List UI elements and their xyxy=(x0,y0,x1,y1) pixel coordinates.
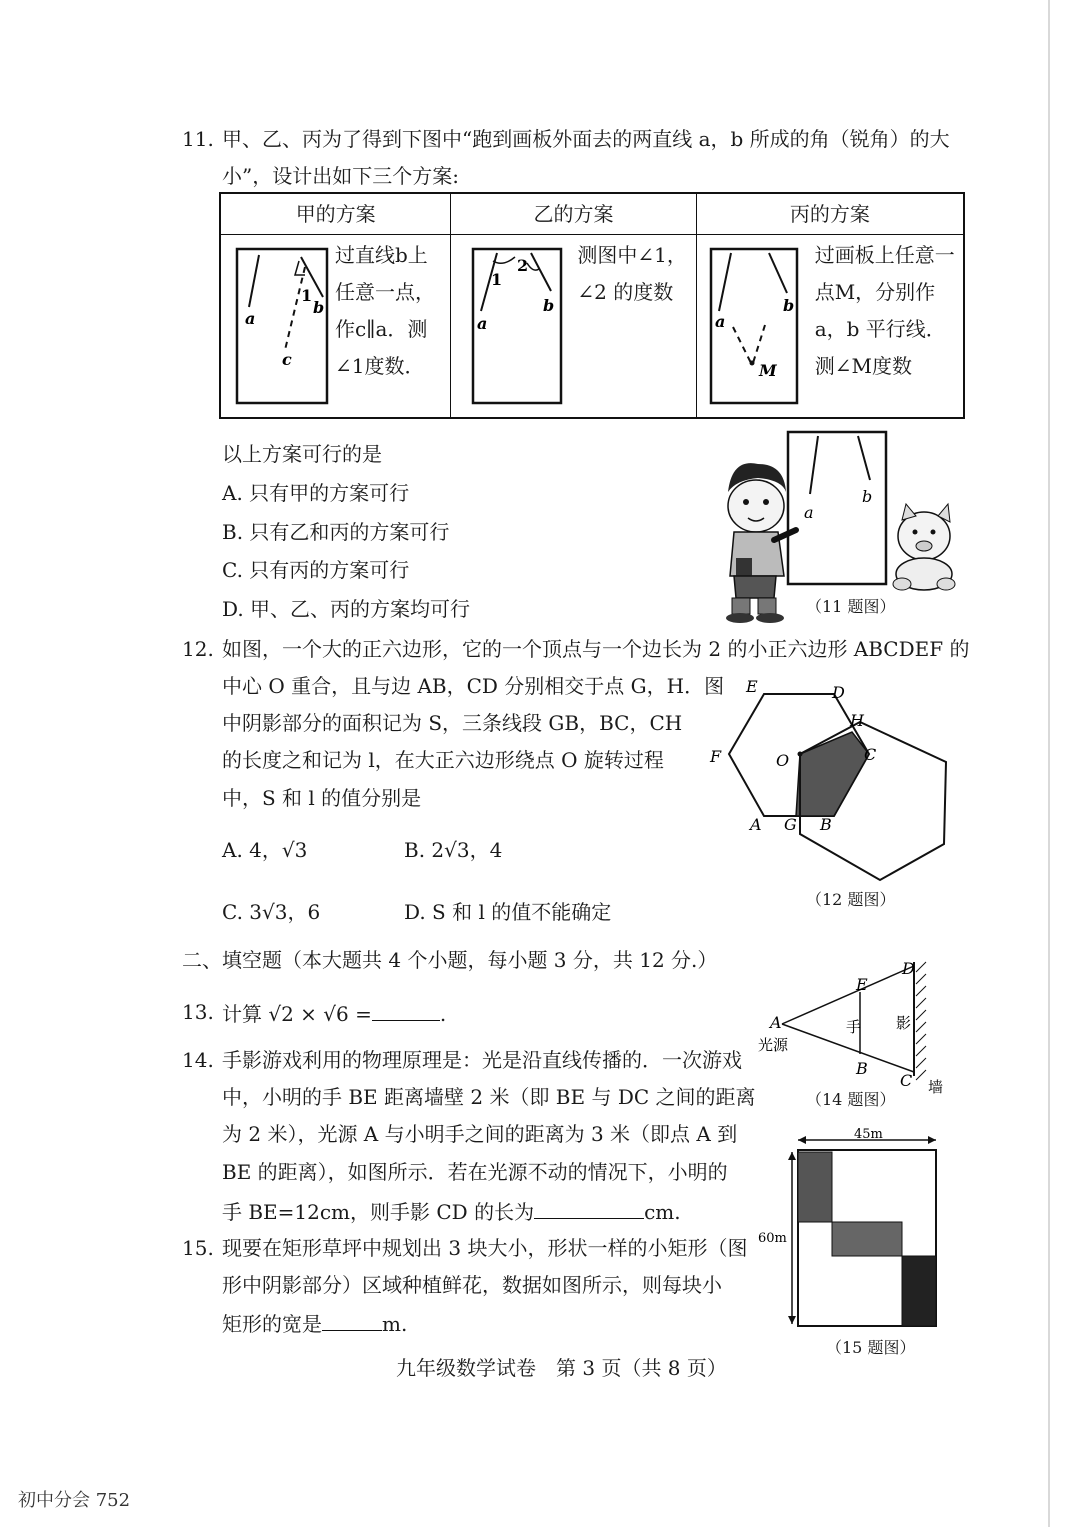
point-c-label: C xyxy=(864,745,877,764)
q13-line xyxy=(222,1000,446,1026)
q15-last-prefix: 矩形的宽是 xyxy=(222,1312,322,1336)
q11-option-d: D. 甲、乙、丙的方案均可行 xyxy=(222,597,471,621)
q14-figure xyxy=(756,958,952,1098)
q15-number: 15. xyxy=(182,1236,214,1260)
q12-line4: 的长度之和记为 l，在大正六边形绕点 O 旋转过程 xyxy=(222,748,664,772)
q13-end: . xyxy=(439,1002,447,1026)
q14-line1: 手影游戏利用的物理原理是：光是沿直线传播的．一次游戏 xyxy=(222,1048,742,1072)
q12-number: 12. xyxy=(182,637,214,661)
q12-line1: 如图，一个大的正六边形，它的一个顶点与一个边长为 2 的小正六边形 ABCDEF 的 xyxy=(222,637,970,661)
q14-light-label: 光源 xyxy=(758,1036,789,1054)
page-footer: 九年级数学试卷 第 3 页（共 8 页） xyxy=(396,1356,727,1380)
plan-yi-label-a: a xyxy=(477,314,488,333)
q12-option-c: C. 3√3，6 xyxy=(222,900,321,924)
q14-number: 14. xyxy=(182,1048,214,1072)
point-d-label: D xyxy=(832,683,845,702)
plan-bing-label-m: M xyxy=(758,361,777,380)
q12-caption: （12 题图） xyxy=(806,890,896,909)
page-edge-line xyxy=(1048,0,1050,1527)
point-b-label: B xyxy=(820,815,832,834)
q11-prompt: 以上方案可行的是 xyxy=(222,442,382,466)
point-h-label: H xyxy=(850,711,864,730)
q15-width-label: 45m xyxy=(854,1127,883,1142)
q14-line4: BE 的距离），如图所示．若在光源不动的情况下，小明的 xyxy=(222,1160,728,1184)
corner-watermark: 初中分会 752 xyxy=(18,1490,131,1511)
q11-caption: （11 题图） xyxy=(806,597,896,616)
point-g-label: G xyxy=(784,815,797,834)
plan-jia-label-b: b xyxy=(313,298,325,317)
drawing-board xyxy=(788,432,886,584)
plan-bing-text: 过画板上任意一点M，分别作a，b 平行线．测∠M度数 xyxy=(814,243,955,378)
q12-hexagon-figure xyxy=(704,676,954,882)
q14-point-c: C xyxy=(900,1071,913,1090)
q14-line3: 为 2 米），光源 A 与小明手之间的距离为 3 米（即点 A 到 xyxy=(222,1122,738,1146)
plan-yi-label-b: b xyxy=(543,296,555,315)
q14-point-e: E xyxy=(856,975,868,994)
q15-height-label: 60m xyxy=(758,1231,787,1246)
q14-shadow-label: 影 xyxy=(896,1014,912,1032)
point-e-label: E xyxy=(746,677,758,696)
plan-jia-label-c: c xyxy=(282,350,292,369)
plan-jia-label-a: a xyxy=(245,309,256,328)
q11-number: 11. xyxy=(182,127,214,151)
q14-point-b: B xyxy=(856,1059,868,1078)
plan-yi-text: 测图中∠1，∠2 的度数 xyxy=(577,243,687,304)
q14-point-d: D xyxy=(902,959,915,978)
q14-answer-blank[interactable] xyxy=(534,1198,644,1219)
q11-option-b: B. 只有乙和丙的方案可行 xyxy=(222,520,450,544)
q15-line3 xyxy=(222,1310,407,1336)
plan-bing-header: 丙的方案 xyxy=(696,193,964,235)
q11-stem-line1: 甲、乙、丙为了得到下图中“跑到画板外面去的两直线 a，b 所成的角（锐角）的大 xyxy=(222,127,950,151)
q15-lawn-figure xyxy=(756,1124,948,1334)
q11-stem-line2: 小”，设计出如下三个方案: xyxy=(222,164,459,188)
q14-point-a: A xyxy=(770,1013,782,1032)
q13-answer-blank[interactable] xyxy=(372,1000,440,1021)
plan-jia-text: 过直线b上任意一点，作c∥a．测∠1度数． xyxy=(335,243,435,378)
q15-caption: （15 题图） xyxy=(826,1338,916,1357)
plan-bing-label-b: b xyxy=(782,296,794,315)
point-a-label: A xyxy=(750,815,762,834)
q15-answer-blank[interactable] xyxy=(322,1310,382,1331)
plan-bing-figure xyxy=(707,245,803,407)
plan-yi-header: 乙的方案 xyxy=(451,193,696,235)
boy-illustration xyxy=(726,463,796,623)
point-f-label: F xyxy=(710,747,722,766)
q12-option-d: D. S 和 l 的值不能确定 xyxy=(404,900,612,924)
toy-pig-illustration xyxy=(893,504,955,590)
q15-last-suffix: m. xyxy=(382,1312,408,1336)
board-label-a: a xyxy=(804,503,814,522)
q12-line5: 中，S 和 l 的值分别是 xyxy=(222,786,422,810)
q14-hand-label: 手 xyxy=(846,1018,862,1036)
q14-last-prefix: 手 BE=12cm，则手影 CD 的长为 xyxy=(222,1200,535,1224)
plan-bing-label-a: a xyxy=(714,312,726,331)
q13-number: 13. xyxy=(182,1000,214,1024)
q14-wall-label: 墙 xyxy=(928,1078,944,1096)
plan-yi-label-1: 1 xyxy=(491,270,503,289)
q12-line2: 中心 O 重合，且与边 AB，CD 分别相交于点 G，H．图 xyxy=(222,674,725,698)
q15-line1: 现要在矩形草坪中规划出 3 块大小，形状一样的小矩形（图 xyxy=(222,1236,748,1260)
q14-line2: 中，小明的手 BE 距离墙壁 2 米（即 BE 与 DC 之间的距离 xyxy=(222,1085,756,1109)
q13-text: 计算 √2 × √6 = xyxy=(222,1002,372,1026)
plan-jia-label-1: 1 xyxy=(301,286,313,305)
q11-plans-table xyxy=(219,192,965,419)
q12-line3: 中阴影部分的面积记为 S，三条线段 GB，BC，CH xyxy=(222,711,683,735)
plan-bing-cell xyxy=(696,235,964,419)
plan-yi-cell xyxy=(451,235,696,419)
plan-jia-cell xyxy=(220,235,451,419)
q14-caption: （14 题图） xyxy=(806,1090,896,1109)
section2-title: 二、填空题（本大题共 4 个小题，每小题 3 分，共 12 分.） xyxy=(182,948,718,972)
q11-option-c: C. 只有丙的方案可行 xyxy=(222,558,410,582)
plan-jia-header: 甲的方案 xyxy=(220,193,451,235)
plan-jia-figure xyxy=(233,245,333,407)
board-label-b: b xyxy=(862,487,873,506)
plan-yi-label-2: 2 xyxy=(517,256,529,275)
plan-yi-figure xyxy=(469,245,567,407)
q14-last-suffix: cm. xyxy=(644,1200,681,1224)
q11-option-a: A. 只有甲的方案可行 xyxy=(222,481,410,505)
q14-line5 xyxy=(222,1198,681,1224)
q12-option-b: B. 2√3，4 xyxy=(404,838,503,862)
q15-line2: 形中阴影部分）区域种植鲜花，数据如图所示，则每块小 xyxy=(222,1273,722,1297)
q12-option-a: A. 4，√3 xyxy=(222,838,308,862)
point-o-label: O xyxy=(776,751,790,770)
